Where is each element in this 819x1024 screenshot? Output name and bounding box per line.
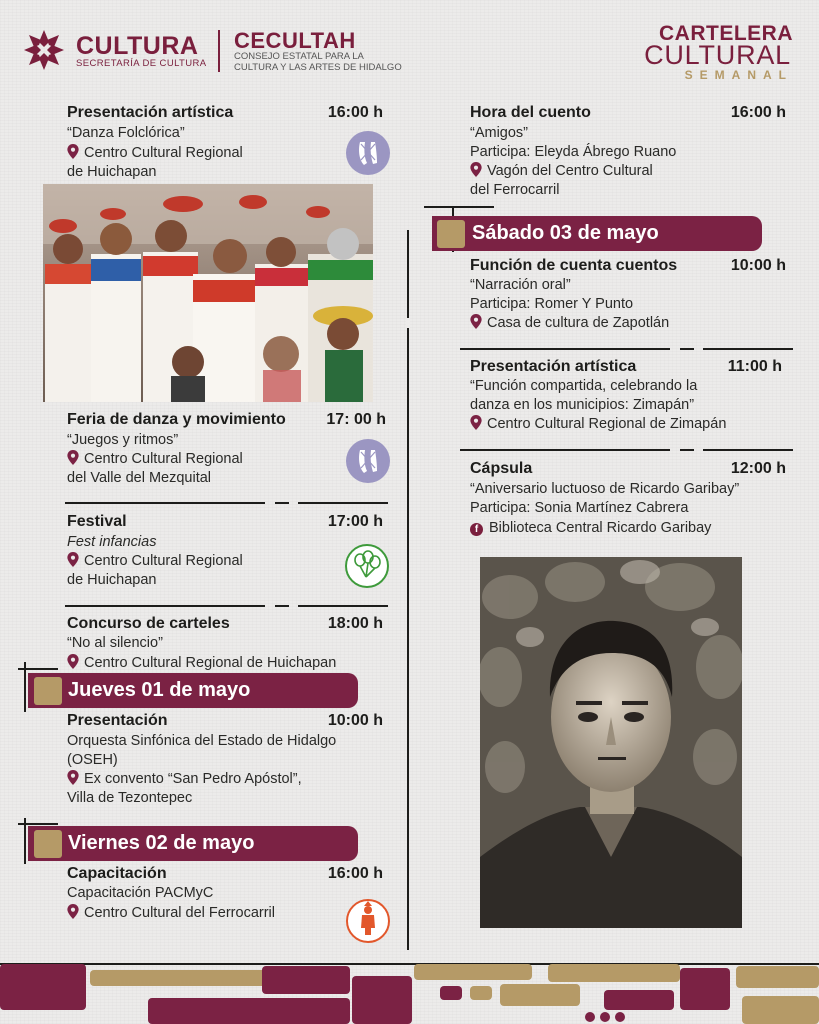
portrait-photo (480, 557, 742, 928)
venue-line-2: de Huichapan (67, 164, 157, 180)
cecultah-logo-text: CECULTAH (234, 28, 356, 53)
footer-block (736, 966, 819, 988)
section-divider (703, 348, 793, 350)
footer-block (148, 998, 350, 1024)
venue-line-1: Biblioteca Central Ricardo Garibay (489, 520, 712, 536)
event-title: Presentación artística (67, 104, 234, 121)
location-pin-icon (470, 415, 482, 430)
event-description: Fest infancias (67, 534, 157, 550)
logo-divider (218, 30, 220, 72)
timeline-center-line (407, 230, 409, 950)
day-banner-square (34, 830, 62, 858)
cultura-logo-icon (22, 28, 66, 72)
section-divider (65, 502, 265, 504)
section-divider (460, 449, 670, 451)
event-description: “Juegos y ritmos” (67, 432, 179, 448)
section-divider (65, 605, 265, 607)
event-time: 18:00 h (327, 615, 383, 632)
event-description: “Función compartida, celebrando la (470, 378, 698, 394)
footer-dot (615, 1012, 625, 1022)
event-venue (67, 552, 243, 571)
event-description: “Amigos” (470, 125, 529, 141)
venue-line-1: Centro Cultural Regional de Huichapan (84, 655, 337, 671)
event-description: Orquesta Sinfónica del Estado de Hidalgo (67, 733, 337, 749)
event-venue (67, 654, 336, 673)
day-banner-square (437, 220, 465, 248)
event-title: Hora del cuento (470, 104, 591, 121)
cultura-logo-subtitle: SECRETARÍA DE CULTURA (76, 58, 207, 69)
footer-block (262, 966, 350, 994)
footer-block (548, 964, 680, 982)
event-venue (470, 519, 711, 538)
event-title: Presentación (67, 712, 168, 729)
dance-shoes-icon (345, 130, 391, 176)
event-venue (67, 904, 275, 923)
section-divider (275, 605, 289, 607)
footer-block (742, 996, 819, 1024)
venue-line-1: Centro Cultural Regional (84, 553, 243, 569)
event-venue (67, 450, 243, 469)
footer-block (352, 976, 412, 1024)
cecultah-sub-line-1: CONSEJO ESTATAL PARA LA (234, 51, 364, 62)
cartelera-title-3: SEMANAL (684, 68, 793, 82)
venue-line-2: del Ferrocarril (470, 182, 560, 198)
location-pin-icon (67, 450, 79, 465)
event-participant: Participa: Eleyda Ábrego Ruano (470, 144, 677, 160)
day-heading-friday: Viernes 02 de mayo (28, 826, 358, 861)
venue-line-1: Casa de cultura de Zapotlán (487, 315, 670, 331)
event-time: 16:00 h (730, 104, 786, 121)
timeline-gap-mark (406, 318, 410, 328)
event-description: Capacitación PACMyC (67, 885, 214, 901)
event-venue (470, 415, 726, 434)
location-pin-icon (470, 314, 482, 329)
event-description: “No al silencio” (67, 635, 163, 651)
section-divider (680, 449, 694, 451)
location-pin-icon (67, 552, 79, 567)
day-banner-frame (424, 206, 494, 208)
venue-line-2: del Valle del Mezquital (67, 470, 212, 486)
event-participant: Participa: Romer Y Punto (470, 296, 634, 312)
location-pin-icon (67, 770, 79, 785)
footer-block (90, 970, 288, 986)
event-time: 10:00 h (730, 257, 786, 274)
location-pin-icon (67, 904, 79, 919)
cartelera-title-1: CARTELERA (659, 22, 793, 45)
event-venue (470, 314, 669, 333)
event-description: “Narración oral” (470, 277, 571, 293)
event-title: Presentación artística (470, 358, 637, 375)
folk-dance-photo (43, 184, 373, 402)
section-divider (703, 449, 793, 451)
event-time: 12:00 h (730, 460, 786, 477)
event-time: 11:00 h (727, 358, 782, 375)
event-description: “Aniversario luctuoso de Ricardo Garibay” (470, 481, 740, 497)
event-venue (67, 144, 243, 163)
footer-dot (600, 1012, 610, 1022)
day-banner-frame (18, 668, 58, 670)
event-description-2: danza en los municipios: Zimapán” (470, 397, 695, 413)
event-title: Capacitación (67, 865, 167, 882)
section-divider (460, 348, 670, 350)
event-time: 17:00 h (327, 513, 383, 530)
section-divider (275, 502, 289, 504)
section-divider (298, 502, 388, 504)
location-pin-icon (67, 144, 79, 159)
facebook-icon: f (470, 523, 483, 536)
event-description-2: (OSEH) (67, 752, 118, 768)
venue-line-1: Centro Cultural del Ferrocarril (84, 905, 275, 921)
event-participant: Participa: Sonia Martínez Cabrera (470, 500, 689, 516)
footer-block (500, 984, 580, 1006)
event-venue (470, 162, 653, 181)
event-time: 16:00 h (327, 865, 383, 882)
location-pin-icon (470, 162, 482, 177)
venue-line-1: Vagón del Centro Cultural (487, 163, 653, 179)
balloons-icon (344, 543, 390, 589)
cartelera-title-2: CULTURAL (644, 40, 791, 70)
cultura-logo-text: CULTURA (76, 32, 199, 60)
section-divider (680, 348, 694, 350)
footer-block (414, 964, 532, 980)
event-title: Cápsula (470, 460, 533, 477)
section-divider (298, 605, 388, 607)
cecultah-sub-line-2: CULTURA Y LAS ARTES DE HIDALGO (234, 62, 402, 73)
cecultah-logo-subtitle (234, 51, 434, 73)
day-banner-frame (18, 823, 58, 825)
footer-dot (585, 1012, 595, 1022)
event-time: 17: 00 h (326, 411, 386, 428)
footer-block (0, 964, 86, 1010)
venue-line-2: Villa de Tezontepec (67, 790, 193, 806)
location-pin-icon (67, 654, 79, 669)
day-heading-saturday: Sábado 03 de mayo (432, 216, 762, 251)
venue-line-2: de Huichapan (67, 572, 157, 588)
dance-shoes-icon (345, 438, 391, 484)
venue-line-1: Ex convento “San Pedro Apóstol”, (84, 771, 302, 787)
event-description: “Danza Folclórica” (67, 125, 185, 141)
folk-dancer-icon (345, 898, 391, 944)
footer-block (440, 986, 462, 1000)
venue-line-1: Centro Cultural Regional (84, 145, 243, 161)
footer-block (680, 968, 730, 1010)
event-title: Concurso de carteles (67, 615, 230, 632)
footer-block (604, 990, 674, 1010)
event-time: 10:00 h (327, 712, 383, 729)
venue-line-1: Centro Cultural Regional (84, 451, 243, 467)
event-title: Función de cuenta cuentos (470, 257, 678, 274)
venue-line-1: Centro Cultural Regional de Zimapán (487, 416, 727, 432)
footer-line (0, 963, 819, 965)
day-heading-thursday: Jueves 01 de mayo (28, 673, 358, 708)
day-banner-square (34, 677, 62, 705)
event-venue (67, 770, 302, 789)
event-time: 16:00 h (327, 104, 383, 121)
event-title: Festival (67, 513, 127, 530)
footer-block (470, 986, 492, 1000)
event-title: Feria de danza y movimiento (67, 411, 286, 428)
